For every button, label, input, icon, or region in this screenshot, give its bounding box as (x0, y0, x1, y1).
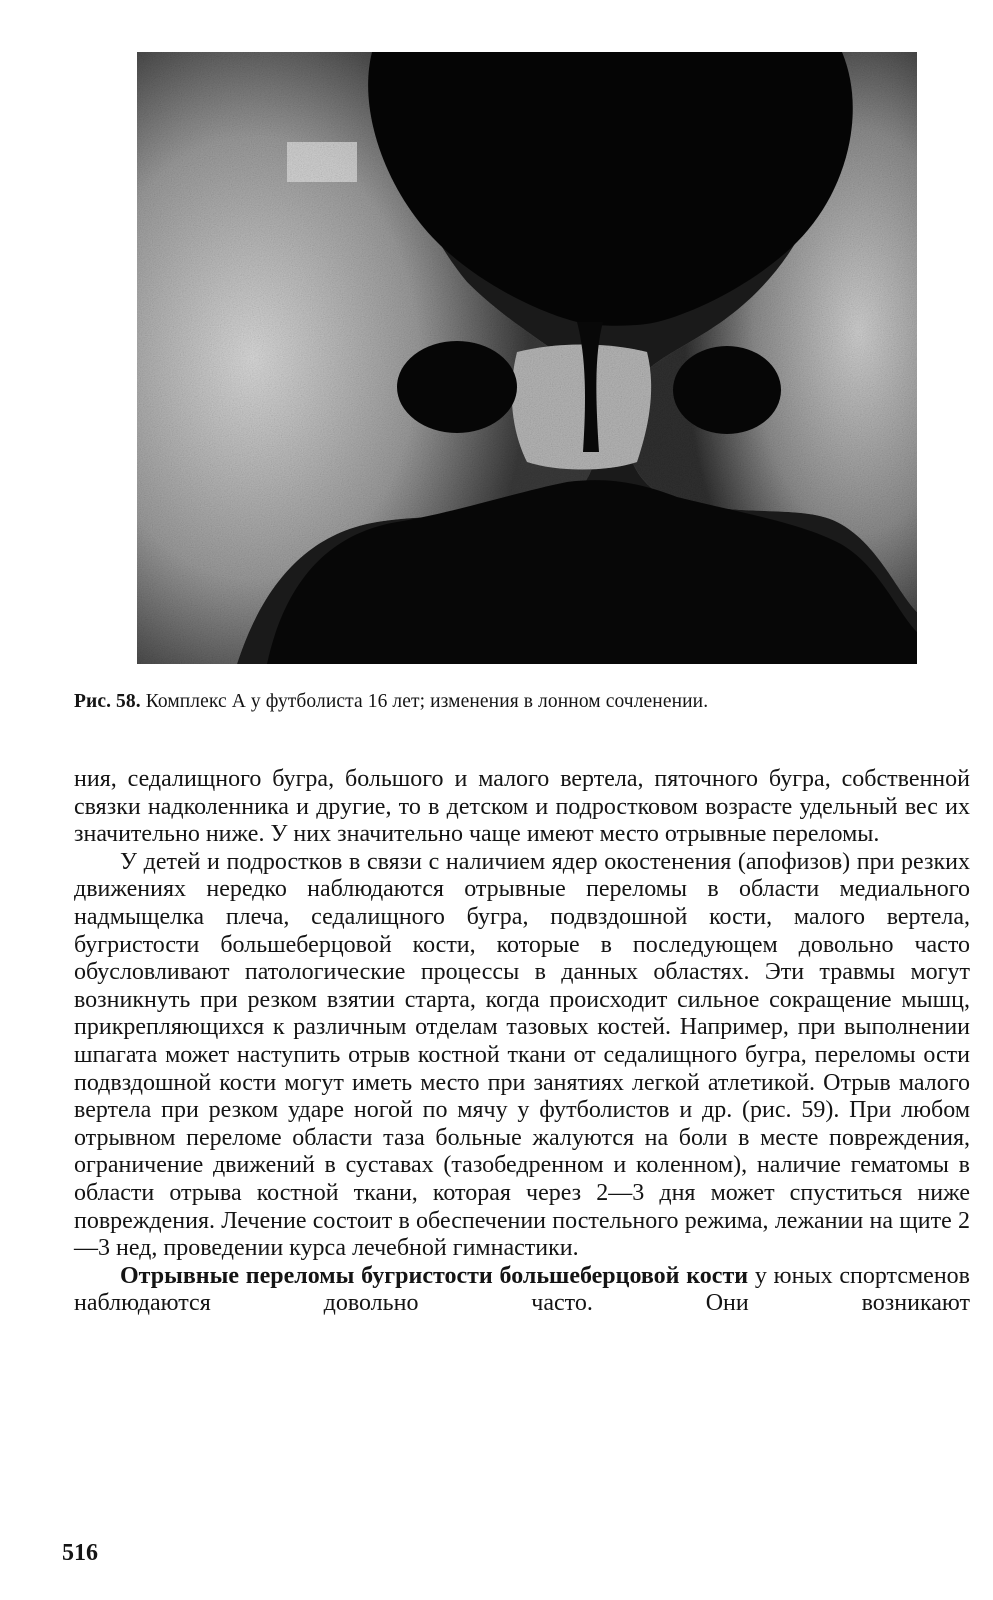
figure-caption (74, 690, 954, 714)
body-text (74, 766, 970, 1318)
xray-figure (137, 52, 917, 664)
paragraph-3-heading: Отрывные переломы бугристости большеберцовой кости (120, 1262, 749, 1289)
page-number: 516 (62, 1540, 98, 1566)
figure-number: Рис. 58. (74, 691, 141, 712)
paragraph-1: ния, седалищного бугра, большого и малого вертела, пяточного бугра, собственной связки надколенника и другие, то в детском и подростковом возрасте удельный вес их значительно ниже. У них значительно чаще имеют место отрывные переломы. (74, 766, 970, 848)
xray-pelvis-image (137, 52, 917, 664)
paragraph-3 (74, 1263, 970, 1318)
paragraph-3-text: у юных спортсменов наблюдаются довольно часто. Они возникают (74, 1262, 971, 1317)
paragraph-2: У детей и подростков в связи с наличием ядер окостенения (апофизов) при резких движениях нередко наблюдаются отрывные переломы в области медиального надмыщелка плеча, седалищного бугра, подвздошной кости, малого вертела, бугристости большеберцовой кости, которые в последующем довольно часто обусловливают патологические процессы в данных областях. Эти травмы могут возникнуть при резком взятии старта, когда происходит сильное сокращение мышц, прикрепляющихся к различным отделам тазовых костей. Например, при выполнении шпагата может наступить отрыв костной ткани от седалищного бугра, переломы ости подвздошной кости могут иметь место при занятиях легкой атлетикой. Отрыв малого вертела при резком ударе ногой по мячу у футболистов и др. (рис. 59). При любом отрывном переломе области таза больные жалуются на боли в месте повреждения, ограничение движений в суставах (тазобедренном и коленном), наличие гематомы в области отрыва костной ткани, которая через 2—3 дня может спуститься ниже повреждения. Лечение состоит в обеспечении постельного режима, лежании на щите 2—3 нед, проведении курса лечебной гимнастики. (74, 848, 970, 1262)
caption-text: Комплекс А у футболиста 16 лет; изменения в лонном сочленении. (145, 691, 709, 712)
